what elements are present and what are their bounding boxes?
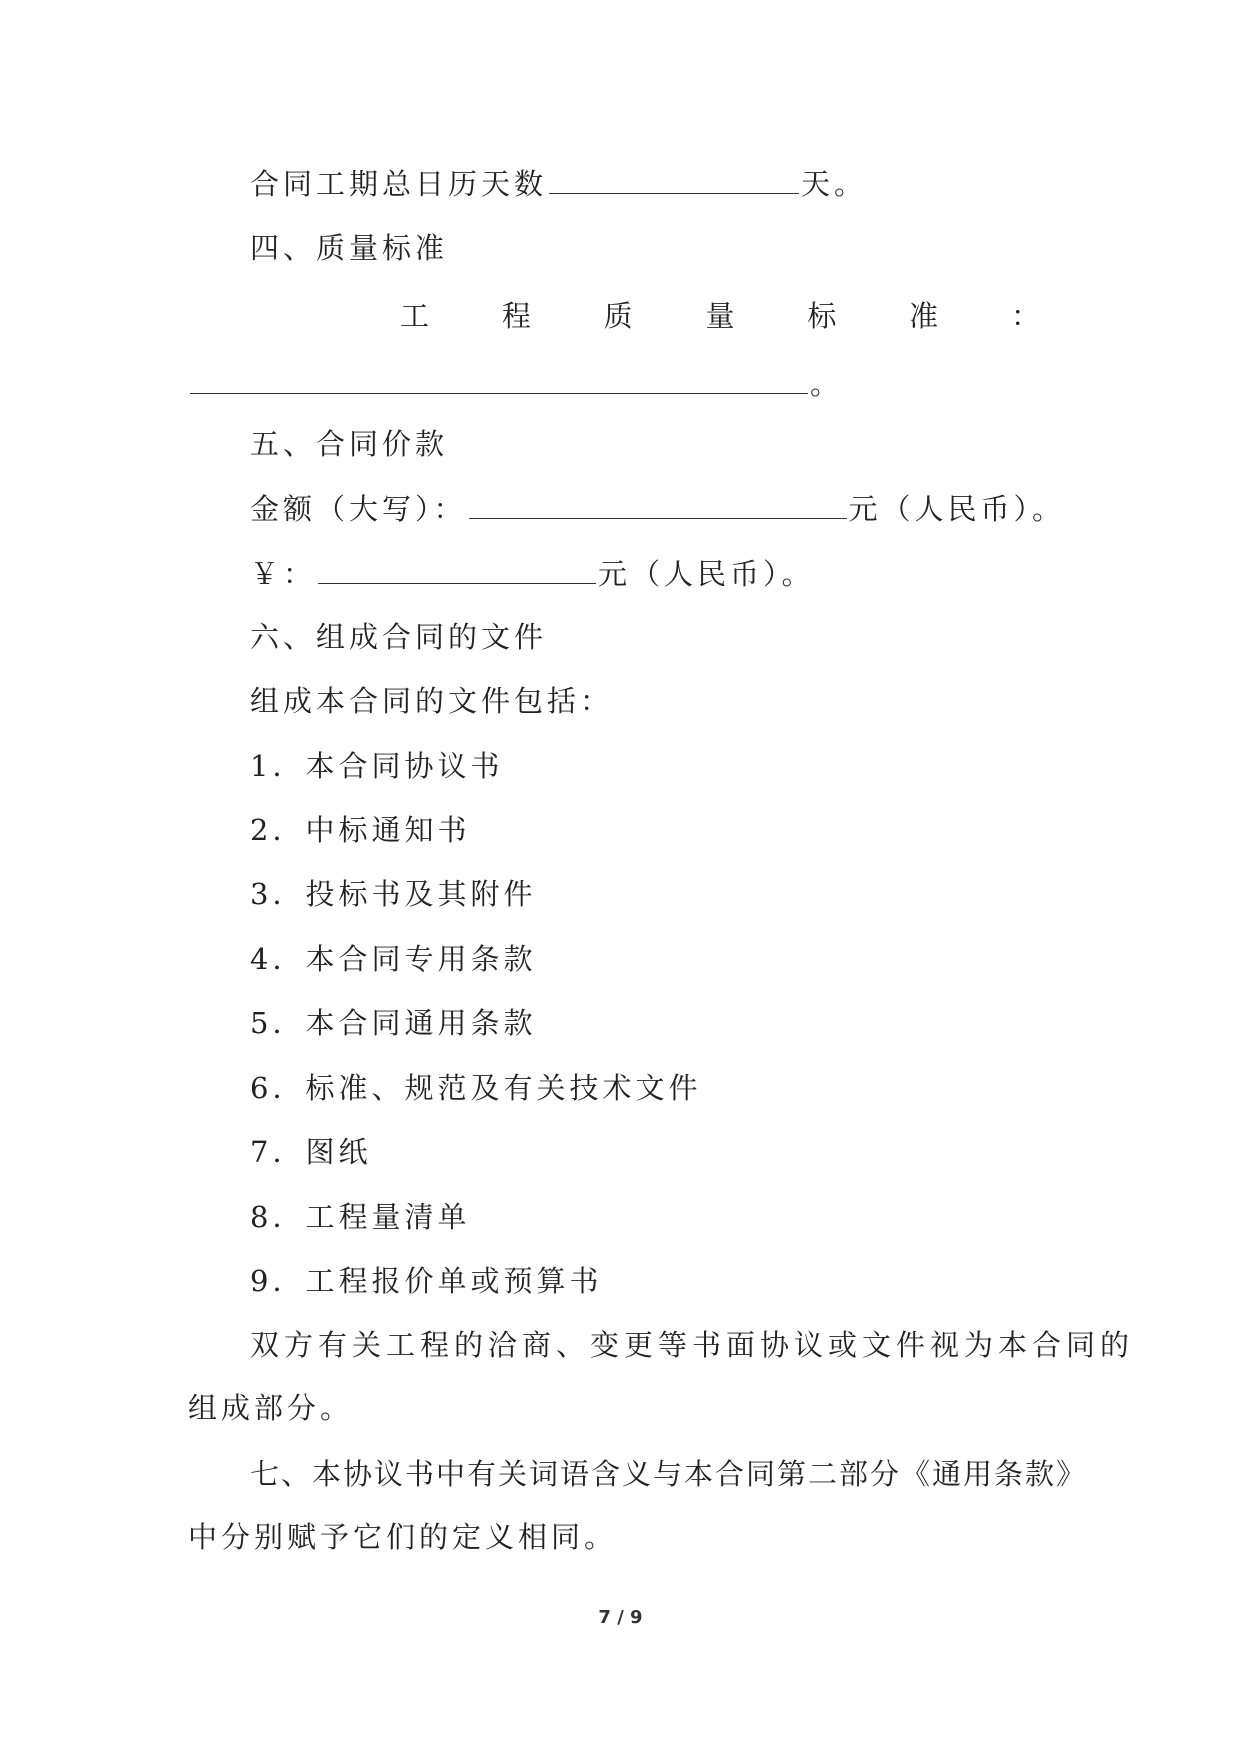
quality-char: 程 — [501, 299, 531, 333]
section-4-heading: 四、质量标准 — [250, 231, 449, 265]
quality-standard-blank[interactable] — [190, 363, 808, 394]
quality-standard-label — [400, 296, 1040, 336]
duration-unit: 天。 — [801, 167, 868, 201]
quality-char: 标 — [807, 299, 837, 333]
document-list-item: 4．本合同专用条款 — [250, 942, 537, 976]
section-5-heading: 五、合同价款 — [250, 427, 449, 461]
quality-char: 量 — [705, 299, 735, 333]
quality-standard-end: 。 — [810, 367, 844, 401]
quality-char: 准 — [909, 299, 939, 333]
duration-label: 合同工期总日历天数 — [250, 167, 548, 201]
document-list-item: 7．图纸 — [250, 1135, 372, 1169]
amount-number-blank[interactable] — [318, 553, 596, 584]
amount-words-line — [250, 488, 1065, 529]
quality-char: ： — [1010, 299, 1040, 333]
document-list-item: 8．工程量清单 — [250, 1200, 471, 1234]
documents-closing-line-2: 组成部分。 — [188, 1391, 354, 1425]
amount-number-line — [250, 553, 815, 594]
quality-char: 质 — [603, 299, 633, 333]
section-6-heading: 六、组成合同的文件 — [250, 620, 548, 654]
section-7-line-1: 七、本协议书中有关词语含义与本合同第二部分《通用条款》 — [250, 1457, 1088, 1491]
document-list-item: 1．本合同协议书 — [250, 749, 504, 783]
amount-number-unit: 元（人民币）。 — [598, 557, 815, 591]
amount-words-blank[interactable] — [469, 488, 847, 519]
quality-standard-line — [188, 363, 843, 404]
amount-words-label: 金额（大写）： — [250, 492, 467, 526]
document-list-item: 5．本合同通用条款 — [250, 1006, 537, 1040]
document-list-item: 3．投标书及其附件 — [250, 877, 537, 911]
documents-closing-line-1: 双方有关工程的洽商、变更等书面协议或文件视为本合同的 — [250, 1328, 1135, 1362]
section-7-line-2: 中分别赋予它们的定义相同。 — [188, 1520, 618, 1554]
document-list-item: 9．工程报价单或预算书 — [250, 1264, 603, 1298]
documents-intro: 组成本合同的文件包括： — [250, 684, 614, 718]
amount-words-unit: 元（人民币）。 — [848, 492, 1066, 526]
quality-char: 工 — [400, 299, 430, 333]
amount-number-label: ￥： — [250, 557, 317, 591]
document-list-item: 2．中标通知书 — [250, 813, 471, 847]
document-list-item: 6．标准、规范及有关技术文件 — [250, 1071, 702, 1105]
duration-line — [250, 163, 867, 204]
page-number: 7 / 9 — [598, 1607, 643, 1628]
duration-blank[interactable] — [549, 163, 799, 194]
